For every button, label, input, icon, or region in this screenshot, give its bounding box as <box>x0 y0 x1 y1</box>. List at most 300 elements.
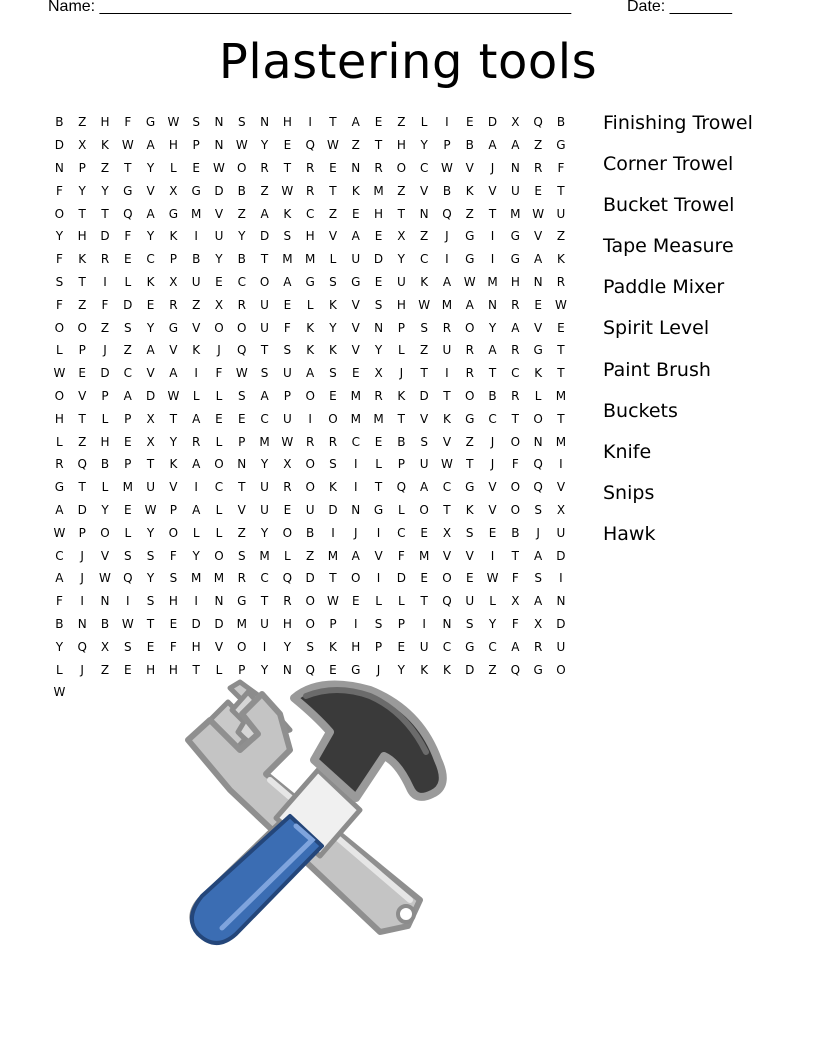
grid-cell[interactable]: V <box>556 480 566 495</box>
grid-cell[interactable]: V <box>488 183 497 198</box>
grid-cell[interactable]: O <box>510 480 521 495</box>
grid-cell[interactable]: R <box>511 343 520 358</box>
grid-cell[interactable]: Z <box>78 434 87 449</box>
grid-cell[interactable]: G <box>465 639 475 654</box>
grid-cell[interactable]: G <box>168 206 179 221</box>
grid-cell[interactable]: E <box>534 297 542 312</box>
grid-cell[interactable]: M <box>510 206 521 221</box>
grid-cell[interactable]: O <box>305 616 315 631</box>
grid-cell[interactable]: N <box>556 594 566 609</box>
grid-cell[interactable]: S <box>329 457 337 472</box>
grid-cell[interactable]: W <box>213 160 225 175</box>
grid-cell[interactable]: K <box>329 297 337 312</box>
grid-cell[interactable]: Z <box>397 115 406 130</box>
grid-cell[interactable]: Y <box>238 229 246 244</box>
grid-cell[interactable]: R <box>305 160 315 175</box>
grid-cell[interactable]: L <box>534 388 542 403</box>
grid-cell[interactable]: W <box>235 138 248 153</box>
grid-cell[interactable]: E <box>123 252 132 267</box>
grid-cell[interactable]: Q <box>442 594 452 609</box>
grid-cell[interactable]: W <box>486 571 499 586</box>
grid-cell[interactable]: H <box>374 206 384 221</box>
grid-cell[interactable]: E <box>374 229 383 244</box>
grid-cell[interactable]: T <box>78 274 86 289</box>
grid-cell[interactable]: I <box>376 571 381 586</box>
grid-cell[interactable]: B <box>397 434 406 449</box>
grid-cell[interactable]: V <box>214 639 224 654</box>
grid-cell[interactable]: R <box>533 639 543 654</box>
grid-cell[interactable]: T <box>260 343 269 358</box>
grid-cell[interactable]: H <box>396 138 406 153</box>
grid-cell[interactable]: W <box>327 594 339 609</box>
grid-cell[interactable]: I <box>103 274 107 289</box>
grid-cell[interactable]: Y <box>260 525 269 540</box>
grid-cell[interactable]: F <box>283 320 291 335</box>
grid-cell[interactable]: W <box>167 115 180 130</box>
grid-cell[interactable]: O <box>100 525 110 540</box>
grid-cell[interactable]: E <box>123 434 132 449</box>
grid-cell[interactable]: H <box>168 594 178 609</box>
grid-cell[interactable]: G <box>533 343 543 358</box>
grid-cell[interactable]: M <box>259 548 270 563</box>
grid-cell[interactable]: J <box>80 548 84 563</box>
grid-cell[interactable]: D <box>77 502 87 517</box>
grid-cell[interactable]: F <box>124 115 132 130</box>
grid-cell[interactable]: P <box>169 502 177 517</box>
grid-cell[interactable]: H <box>146 662 156 677</box>
grid-cell[interactable]: W <box>53 366 66 381</box>
grid-cell[interactable]: S <box>465 525 474 540</box>
grid-cell[interactable]: Y <box>146 229 155 244</box>
grid-cell[interactable]: S <box>420 434 428 449</box>
grid-cell[interactable]: X <box>534 616 543 631</box>
grid-cell[interactable]: W <box>463 274 476 289</box>
grid-cell[interactable]: T <box>488 366 497 381</box>
grid-cell[interactable]: P <box>397 457 405 472</box>
grid-cell[interactable]: A <box>488 138 497 153</box>
grid-cell[interactable]: C <box>442 480 452 495</box>
grid-cell[interactable]: V <box>351 320 360 335</box>
grid-cell[interactable]: Z <box>465 206 474 221</box>
grid-cell[interactable]: R <box>533 160 543 175</box>
grid-cell[interactable]: W <box>281 434 294 449</box>
grid-cell[interactable]: Y <box>488 320 497 335</box>
grid-cell[interactable]: L <box>56 662 63 677</box>
grid-cell[interactable]: Z <box>397 183 406 198</box>
grid-cell[interactable]: F <box>511 571 519 586</box>
grid-cell[interactable]: A <box>192 457 201 472</box>
grid-cell[interactable]: P <box>397 616 405 631</box>
grid-cell[interactable]: J <box>490 160 495 175</box>
grid-cell[interactable]: T <box>260 594 269 609</box>
grid-cell[interactable]: D <box>214 183 224 198</box>
grid-cell[interactable]: M <box>373 183 384 198</box>
grid-cell[interactable]: A <box>351 548 360 563</box>
grid-cell[interactable]: W <box>53 525 66 540</box>
grid-cell[interactable]: G <box>373 502 384 517</box>
grid-cell[interactable]: C <box>488 411 497 426</box>
grid-cell[interactable]: T <box>397 206 406 221</box>
grid-cell[interactable]: T <box>420 594 428 609</box>
grid-cell[interactable]: S <box>465 616 474 631</box>
grid-cell[interactable]: Q <box>533 115 543 130</box>
grid-cell[interactable]: B <box>237 183 246 198</box>
grid-cell[interactable]: D <box>123 297 133 312</box>
grid-cell[interactable]: X <box>511 594 520 609</box>
grid-cell[interactable]: E <box>420 525 428 540</box>
grid-cell[interactable]: K <box>169 229 178 244</box>
grid-cell[interactable]: I <box>262 639 267 654</box>
grid-cell[interactable]: Z <box>100 160 110 175</box>
grid-cell[interactable]: O <box>465 388 475 403</box>
grid-cell[interactable]: M <box>282 252 293 267</box>
grid-cell[interactable]: W <box>121 616 134 631</box>
grid-cell[interactable]: U <box>260 480 269 495</box>
grid-cell[interactable]: H <box>100 434 110 449</box>
grid-cell[interactable]: O <box>305 480 315 495</box>
grid-cell[interactable]: E <box>374 434 383 449</box>
grid-cell[interactable]: G <box>305 274 315 289</box>
grid-cell[interactable]: Z <box>488 662 497 677</box>
grid-cell[interactable]: E <box>465 571 474 586</box>
grid-cell[interactable]: I <box>194 366 198 381</box>
grid-cell[interactable]: T <box>420 366 428 381</box>
grid-cell[interactable]: T <box>443 502 451 517</box>
grid-cell[interactable]: A <box>146 138 155 153</box>
grid-cell[interactable]: C <box>419 252 429 267</box>
grid-cell[interactable]: P <box>238 434 246 449</box>
grid-cell[interactable]: D <box>556 616 566 631</box>
grid-cell[interactable]: O <box>396 160 407 175</box>
grid-cell[interactable]: K <box>169 457 178 472</box>
grid-cell[interactable]: D <box>145 388 156 403</box>
grid-cell[interactable]: L <box>215 434 223 449</box>
grid-cell[interactable]: A <box>465 297 474 312</box>
grid-cell[interactable]: E <box>283 297 292 312</box>
grid-cell[interactable]: F <box>169 639 177 654</box>
grid-cell[interactable]: B <box>237 252 246 267</box>
grid-cell[interactable]: P <box>169 252 177 267</box>
grid-cell[interactable]: V <box>169 480 178 495</box>
grid-cell[interactable]: L <box>101 411 109 426</box>
grid-cell[interactable]: K <box>329 639 337 654</box>
grid-cell[interactable]: K <box>78 252 87 267</box>
grid-cell[interactable]: U <box>556 525 566 540</box>
grid-cell[interactable]: D <box>100 229 110 244</box>
grid-cell[interactable]: U <box>146 480 155 495</box>
grid-cell[interactable]: O <box>214 457 224 472</box>
grid-cell[interactable]: T <box>557 343 565 358</box>
grid-cell[interactable]: E <box>465 115 474 130</box>
grid-cell[interactable]: R <box>283 480 292 495</box>
grid-cell[interactable]: U <box>465 594 475 609</box>
grid-cell[interactable]: Z <box>534 138 543 153</box>
grid-cell[interactable]: D <box>465 662 475 677</box>
grid-cell[interactable]: L <box>398 343 405 358</box>
grid-cell[interactable]: N <box>54 160 64 175</box>
grid-cell[interactable]: Y <box>397 252 406 267</box>
grid-cell[interactable]: G <box>556 138 566 153</box>
grid-cell[interactable]: U <box>442 343 452 358</box>
grid-cell[interactable]: R <box>374 160 383 175</box>
grid-cell[interactable]: L <box>56 434 63 449</box>
grid-cell[interactable]: G <box>465 252 475 267</box>
grid-cell[interactable]: D <box>419 388 429 403</box>
grid-cell[interactable]: P <box>443 138 451 153</box>
grid-cell[interactable]: V <box>465 160 474 175</box>
grid-cell[interactable]: T <box>511 548 519 563</box>
grid-cell[interactable]: U <box>510 183 520 198</box>
grid-cell[interactable]: V <box>328 229 338 244</box>
grid-cell[interactable]: F <box>397 548 405 563</box>
grid-cell[interactable]: O <box>282 525 293 540</box>
grid-cell[interactable]: C <box>260 571 269 586</box>
grid-cell[interactable]: X <box>511 115 520 130</box>
grid-cell[interactable]: Z <box>100 662 110 677</box>
grid-cell[interactable]: N <box>351 160 361 175</box>
grid-cell[interactable]: O <box>465 320 475 335</box>
grid-cell[interactable]: E <box>146 639 155 654</box>
grid-cell[interactable]: T <box>238 480 246 495</box>
grid-cell[interactable]: L <box>306 297 314 312</box>
grid-cell[interactable]: Y <box>146 160 155 175</box>
grid-cell[interactable]: E <box>351 594 360 609</box>
grid-cell[interactable]: E <box>283 138 292 153</box>
grid-cell[interactable]: Z <box>192 297 201 312</box>
grid-cell[interactable]: O <box>168 525 179 540</box>
grid-cell[interactable]: G <box>351 662 361 677</box>
grid-cell[interactable]: A <box>511 320 520 335</box>
grid-cell[interactable]: C <box>123 366 132 381</box>
grid-cell[interactable]: J <box>490 457 495 472</box>
grid-cell[interactable]: H <box>100 115 110 130</box>
grid-cell[interactable]: C <box>511 366 520 381</box>
grid-cell[interactable]: S <box>123 320 132 335</box>
grid-cell[interactable]: N <box>237 457 247 472</box>
grid-cell[interactable]: I <box>559 571 563 586</box>
grid-cell[interactable]: W <box>99 571 111 586</box>
grid-cell[interactable]: A <box>55 571 64 586</box>
grid-cell[interactable]: E <box>215 274 223 289</box>
grid-cell[interactable]: G <box>533 662 543 677</box>
grid-cell[interactable]: I <box>126 594 130 609</box>
grid-cell[interactable]: H <box>168 662 178 677</box>
grid-cell[interactable]: O <box>442 571 452 586</box>
grid-cell[interactable]: S <box>169 571 178 586</box>
grid-cell[interactable]: L <box>124 274 132 289</box>
grid-cell[interactable]: F <box>511 616 519 631</box>
grid-cell[interactable]: C <box>214 480 224 495</box>
grid-cell[interactable]: T <box>78 206 86 221</box>
grid-cell[interactable]: S <box>283 343 292 358</box>
grid-cell[interactable]: Q <box>123 206 133 221</box>
grid-cell[interactable]: I <box>445 115 449 130</box>
grid-cell[interactable]: N <box>351 502 361 517</box>
grid-cell[interactable]: L <box>101 480 109 495</box>
grid-cell[interactable]: I <box>490 548 495 563</box>
grid-cell[interactable]: Y <box>146 320 155 335</box>
grid-cell[interactable]: V <box>169 343 178 358</box>
grid-cell[interactable]: D <box>328 502 338 517</box>
grid-cell[interactable]: Z <box>328 206 338 221</box>
grid-cell[interactable]: L <box>398 502 405 517</box>
grid-cell[interactable]: N <box>488 297 498 312</box>
grid-cell[interactable]: B <box>511 525 520 540</box>
grid-cell[interactable]: M <box>487 274 498 289</box>
grid-cell[interactable]: D <box>396 571 406 586</box>
grid-cell[interactable]: Y <box>374 343 383 358</box>
grid-cell[interactable]: T <box>78 411 86 426</box>
grid-cell[interactable]: G <box>123 183 133 198</box>
grid-cell[interactable]: Y <box>169 434 178 449</box>
grid-cell[interactable]: M <box>191 206 202 221</box>
grid-cell[interactable]: I <box>422 616 426 631</box>
grid-cell[interactable]: G <box>191 183 201 198</box>
grid-cell[interactable]: S <box>237 115 246 130</box>
grid-cell[interactable]: K <box>329 480 337 495</box>
grid-cell[interactable]: B <box>55 115 64 130</box>
grid-cell[interactable]: J <box>445 229 449 244</box>
grid-cell[interactable]: S <box>237 548 246 563</box>
grid-cell[interactable]: R <box>100 252 110 267</box>
grid-cell[interactable]: P <box>283 388 291 403</box>
grid-cell[interactable]: U <box>191 274 201 289</box>
grid-cell[interactable]: T <box>124 160 132 175</box>
grid-cell[interactable]: Y <box>215 252 223 267</box>
grid-cell[interactable]: D <box>54 138 65 153</box>
grid-cell[interactable]: K <box>556 252 565 267</box>
grid-cell[interactable]: C <box>237 274 246 289</box>
grid-cell[interactable]: Y <box>146 525 155 540</box>
grid-cell[interactable]: P <box>101 388 109 403</box>
grid-cell[interactable]: E <box>169 616 178 631</box>
grid-cell[interactable]: N <box>374 320 384 335</box>
grid-cell[interactable]: I <box>376 525 381 540</box>
grid-cell[interactable]: V <box>146 366 155 381</box>
grid-cell[interactable]: O <box>533 411 543 426</box>
grid-cell[interactable]: R <box>374 388 383 403</box>
grid-cell[interactable]: W <box>532 206 545 221</box>
grid-cell[interactable]: Q <box>510 662 521 677</box>
grid-cell[interactable]: T <box>557 411 565 426</box>
grid-cell[interactable]: J <box>353 525 358 540</box>
grid-cell[interactable]: A <box>146 343 155 358</box>
grid-cell[interactable]: S <box>123 639 132 654</box>
grid-cell[interactable]: I <box>490 252 495 267</box>
grid-cell[interactable]: X <box>214 297 224 312</box>
grid-cell[interactable]: Q <box>237 343 247 358</box>
grid-cell[interactable]: P <box>238 662 246 677</box>
grid-cell[interactable]: V <box>237 502 246 517</box>
grid-cell[interactable]: D <box>556 548 566 563</box>
grid-cell[interactable]: T <box>374 138 383 153</box>
grid-cell[interactable]: V <box>351 297 360 312</box>
grid-cell[interactable]: V <box>351 343 360 358</box>
grid-cell[interactable]: F <box>55 297 63 312</box>
grid-cell[interactable]: K <box>465 502 474 517</box>
grid-cell[interactable]: M <box>191 571 202 586</box>
grid-cell[interactable]: C <box>260 411 269 426</box>
grid-cell[interactable]: M <box>373 411 384 426</box>
grid-cell[interactable]: Q <box>282 571 293 586</box>
grid-cell[interactable]: O <box>305 457 315 472</box>
grid-cell[interactable]: B <box>465 138 474 153</box>
grid-cell[interactable]: L <box>215 502 223 517</box>
grid-cell[interactable]: N <box>77 616 87 631</box>
grid-cell[interactable]: Z <box>351 138 360 153</box>
grid-cell[interactable]: W <box>144 502 157 517</box>
grid-cell[interactable]: T <box>329 183 337 198</box>
grid-cell[interactable]: Y <box>260 662 269 677</box>
grid-cell[interactable]: O <box>54 206 65 221</box>
grid-cell[interactable]: A <box>260 206 269 221</box>
grid-cell[interactable]: O <box>54 320 65 335</box>
grid-cell[interactable]: A <box>351 115 360 130</box>
grid-cell[interactable]: S <box>192 115 200 130</box>
grid-cell[interactable]: Q <box>533 480 543 495</box>
grid-cell[interactable]: T <box>192 662 200 677</box>
grid-cell[interactable]: K <box>465 183 474 198</box>
grid-cell[interactable]: F <box>55 594 63 609</box>
grid-cell[interactable]: P <box>374 639 383 654</box>
grid-cell[interactable]: K <box>534 366 543 381</box>
grid-cell[interactable]: V <box>420 411 429 426</box>
grid-cell[interactable]: A <box>123 388 132 403</box>
grid-cell[interactable]: W <box>281 183 294 198</box>
grid-cell[interactable]: U <box>556 206 566 221</box>
grid-cell[interactable]: H <box>282 616 292 631</box>
grid-cell[interactable]: T <box>169 411 178 426</box>
grid-cell[interactable]: U <box>282 366 292 381</box>
grid-cell[interactable]: G <box>465 411 475 426</box>
grid-cell[interactable]: C <box>146 252 155 267</box>
grid-cell[interactable]: S <box>237 388 246 403</box>
grid-cell[interactable]: W <box>121 138 134 153</box>
grid-cell[interactable]: X <box>556 502 566 517</box>
grid-cell[interactable]: E <box>192 160 200 175</box>
grid-cell[interactable]: W <box>418 297 431 312</box>
grid-cell[interactable]: U <box>260 297 269 312</box>
grid-cell[interactable]: O <box>305 388 315 403</box>
grid-cell[interactable]: P <box>329 616 337 631</box>
grid-cell[interactable]: Z <box>100 320 110 335</box>
date-field[interactable]: Date: _______ <box>627 0 732 15</box>
grid-cell[interactable]: E <box>488 525 497 540</box>
grid-cell[interactable]: A <box>511 639 520 654</box>
grid-cell[interactable]: E <box>397 639 406 654</box>
grid-cell[interactable]: B <box>306 525 315 540</box>
grid-cell[interactable]: L <box>170 160 177 175</box>
grid-cell[interactable]: Z <box>420 229 429 244</box>
grid-cell[interactable]: H <box>510 274 520 289</box>
grid-cell[interactable]: S <box>534 571 542 586</box>
grid-cell[interactable]: K <box>443 411 451 426</box>
grid-cell[interactable]: M <box>350 411 361 426</box>
grid-cell[interactable]: E <box>78 366 86 381</box>
grid-cell[interactable]: O <box>259 274 270 289</box>
grid-cell[interactable]: V <box>420 183 429 198</box>
grid-cell[interactable]: U <box>282 411 292 426</box>
grid-cell[interactable]: F <box>511 457 519 472</box>
grid-cell[interactable]: O <box>54 388 65 403</box>
grid-cell[interactable]: X <box>169 183 178 198</box>
grid-cell[interactable]: O <box>214 320 224 335</box>
grid-cell[interactable]: W <box>167 388 180 403</box>
grid-cell[interactable]: K <box>351 183 360 198</box>
grid-cell[interactable]: E <box>374 274 383 289</box>
grid-cell[interactable]: S <box>146 548 155 563</box>
grid-cell[interactable]: O <box>419 502 429 517</box>
